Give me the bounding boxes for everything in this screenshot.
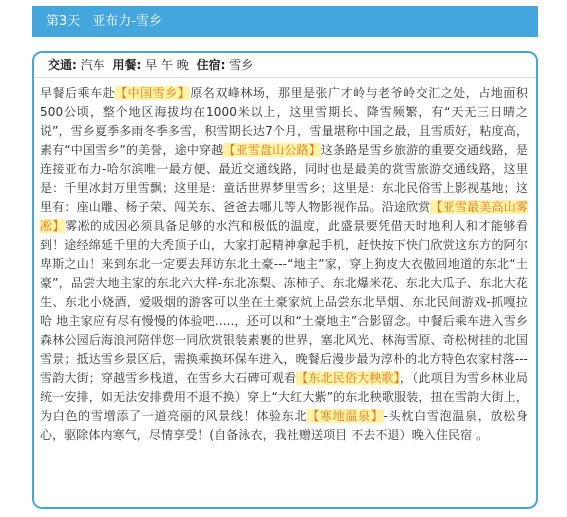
day-route: 亚布力-雪乡 — [92, 14, 162, 29]
stay-value: 雪乡 — [229, 58, 254, 72]
info-bar — [34, 53, 536, 78]
meals-label: 用餐: — [112, 58, 142, 72]
highlight-yangge: 【东北民俗大秧歌】 — [296, 371, 400, 385]
day-number: 第3天 — [46, 14, 81, 29]
transport-value: 汽车 — [80, 58, 105, 72]
highlight-mountain-road: 【亚雪盘山公路】 — [223, 143, 321, 157]
stay-label: 住宿: — [196, 58, 226, 72]
itinerary-card — [32, 51, 538, 509]
text-segment: 这条路是雪乡旅游的重要交通线路，是连接亚布力-哈尔滨唯一最方便、最近交通线路，同时也是最美的赏雪旅游交通线路，这里是：千里冰封万里雪飘；这里是：童话世界梦里雪乡；这里是：东北民俗雪上影视基地；这里有：座山雕、杨子荣、闯关东、爸爸去哪儿等人物影视作品。沿途欣赏 — [40, 143, 528, 214]
meals-value: 早 午 晚 — [145, 58, 189, 72]
highlight-rime: 【亚雪最美高山雾凇】 — [40, 200, 529, 233]
text-segment: -头枕白雪泡温泉，放松身心，驱除体内寒气，尽情享受！(自备泳衣，我社赠送项目 不去不退）晚入住民宿 。 — [40, 409, 528, 442]
highlight-hot-spring: 【寒地温泉】 — [307, 409, 384, 423]
text-segment: 雾凇的成因必须具备足够的水汽和极低的温度，此盛景要凭借天时地利人和才能够看到！途经绵延千里的大秃顶子山，大家打起精神拿起手机，赶快按下快门欣赏这东方的阿尔卑斯之山！来到东北一定要去拜访东北土豪---“地主”家，穿上狗皮大衣傲回地道的东北“土豪”，品尝大地主家的东北六大样-东北冻梨、冻柿子、东北爆米花、东北大瓜子、东北大花生、东北小烧酒，爱吸烟的游客可以坐在土豪家炕上品尝东北旱烟、东北民间游戏-抓嘎拉哈 地主家应有尽有慢慢的体验吧.....，还可以和“土豪地主”合影留念。中餐后乘车进入雪乡森林公园后海浪河陪伴您一同欣赏银装素裹的世界，塞北风光、林海雪原、奇松树挂的北国雪景；抵达雪乡景区后，需换乘换环保车进入，晚餐后漫步最为淳朴的北方特色农家村落---雪韵大街；穿越雪乡栈道，在雪乡大石碑可观看 — [40, 219, 529, 385]
text-segment: 早餐后乘车赴 — [40, 86, 116, 100]
transport-label: 交通: — [48, 58, 77, 72]
highlight-snow-town: 【中国雪乡】 — [115, 86, 191, 100]
text-segment: 原名双峰林场，那里是张广才岭与老爷岭交汇之处，占地面积500公顷，整个地区海拔均在1000米以上，这里雪期长、降雪频繁，有“天无三日晴之说”，雪乡夏季多雨冬季多雪，积雪期长达7个月，雪量堪称中国之最，且雪质好，粘度高，素有“中国雪乡”的美誉，途中穿越 — [40, 86, 528, 157]
text-segment: ，（此项目为雪乡林业局统一安排，如无法安排费用不退不换）穿上“大红大紫”的东北秧歌服装，扭在雪韵大街上，为白色的雪增添了一道亮丽的风景线！体验东北 — [40, 371, 528, 423]
itinerary-description — [34, 78, 536, 445]
day-header — [32, 6, 538, 37]
